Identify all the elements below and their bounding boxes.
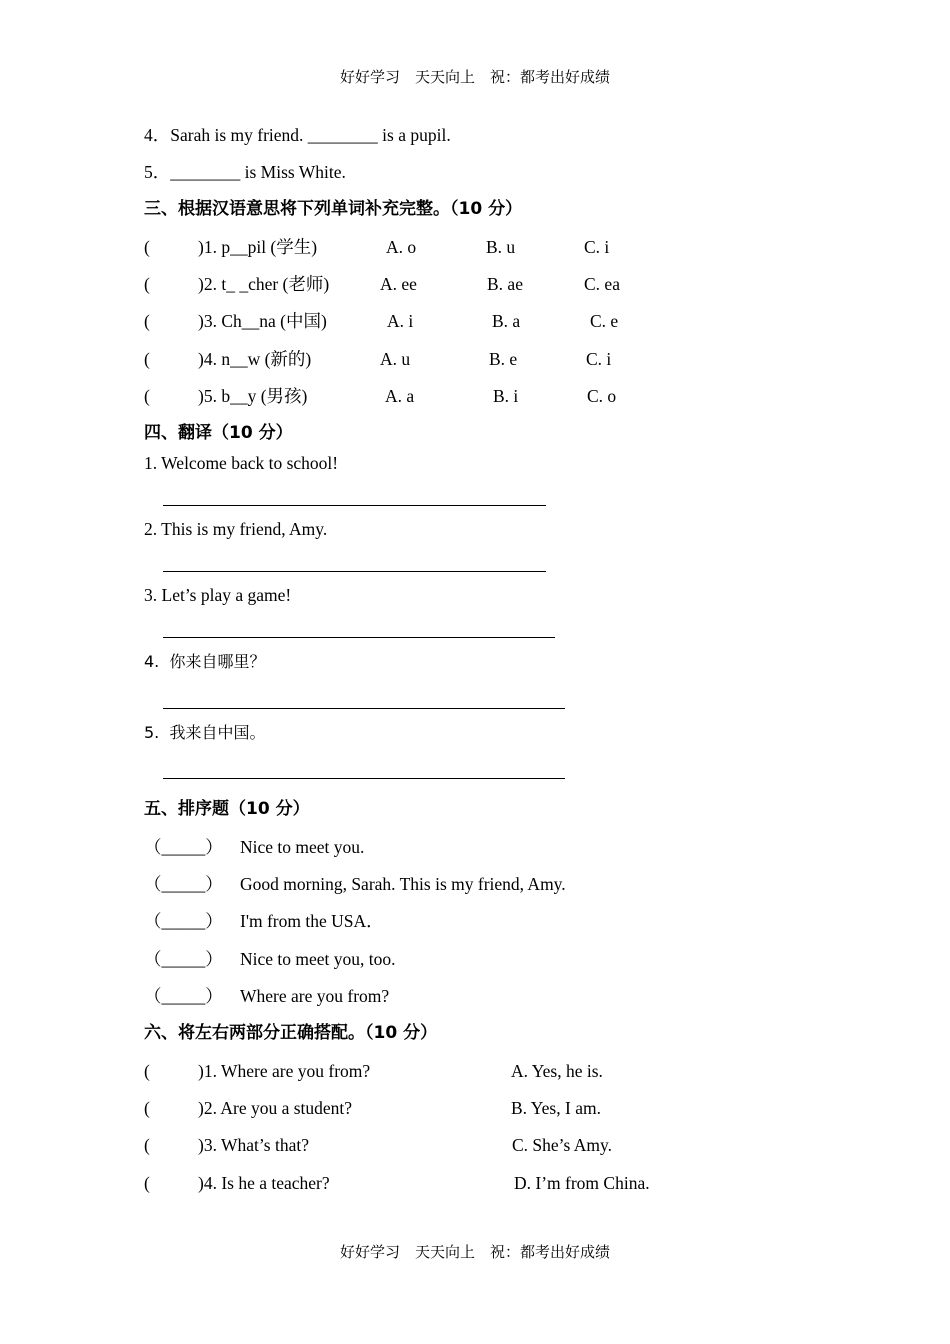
option-c: C. i (584, 237, 610, 257)
option-c: C. i (586, 349, 612, 369)
page-header: 好好学习 天天向上 祝：都考出好成绩 (339, 68, 610, 86)
option-a: A. a (385, 386, 415, 406)
option-a: A. o (386, 237, 417, 257)
ordering-sentence: I'm from the USA． (240, 911, 384, 931)
question-text: )1. p__pil (学生) (198, 237, 318, 257)
answer-line (163, 571, 546, 572)
option-c: C. e (590, 311, 619, 331)
answer-paren: ( (144, 237, 150, 257)
order-blank: （_____） (144, 986, 223, 1006)
answer-paren: ( (144, 1098, 150, 1118)
option-a: A. i (387, 311, 414, 331)
section-5-heading (144, 798, 310, 820)
option-b: B. i (493, 386, 519, 406)
section-6-heading (144, 1022, 437, 1044)
matching-answer: C. She’s Amy. (512, 1135, 612, 1155)
translation-prompt-1: 1. Welcome back to school! (144, 453, 339, 473)
order-blank: （_____） (144, 837, 223, 857)
ordering-sentence: Where are you from? (240, 986, 390, 1006)
translation-prompt-5: 5. 我来自中国。 (144, 723, 266, 742)
answer-line (163, 637, 555, 638)
section-title: 六、将左右两部分正确搭配。 (144, 1023, 365, 1043)
matching-question: )3. What’s that? (198, 1135, 309, 1155)
ordering-sentence: Good morning, Sarah. This is my friend, Amy. (240, 874, 566, 894)
matching-question: )2. Are you a student? (198, 1098, 353, 1118)
section-title: 五、排序题 (144, 799, 229, 819)
question-text: )4. n__w (新的) (198, 349, 312, 369)
matching-answer: B. Yes, I am. (511, 1098, 601, 1118)
question-text: )5. b__y (男孩) (198, 386, 308, 406)
section-score: （10 分） (450, 199, 523, 219)
translation-prompt-4: 4. 你来自哪里？ (144, 652, 266, 671)
matching-answer: A. Yes, he is. (511, 1061, 603, 1081)
answer-paren: ( (144, 1135, 150, 1155)
option-b: B. ae (487, 274, 523, 294)
translation-prompt-3: 3. Let’s play a game! (144, 585, 292, 605)
option-b: B. a (492, 311, 521, 331)
page-footer: 好好学习 天天向上 祝：都考出好成绩 (339, 1243, 610, 1261)
fill-blank-question-4: 4．Sarah is my friend. ________ is a pupil. (144, 125, 451, 145)
section-score: （10 分） (365, 1023, 438, 1043)
order-blank: （_____） (144, 874, 223, 894)
ordering-sentence: Nice to meet you, too. (240, 949, 396, 969)
section-score: （10 分） (229, 799, 310, 819)
answer-line (163, 778, 565, 779)
question-text: )2. t_ _cher (老师) (198, 274, 330, 294)
answer-paren: ( (144, 349, 150, 369)
order-blank: （_____） (144, 911, 223, 931)
section-title: 三、根据汉语意思将下列单词补充完整。 (144, 199, 450, 219)
translation-prompt-2: 2. This is my friend, Amy. (144, 519, 328, 539)
matching-question: )1. Where are you from? (198, 1061, 371, 1081)
option-a: A. ee (380, 274, 417, 294)
option-a: A. u (380, 349, 411, 369)
answer-paren: ( (144, 311, 150, 331)
section-3-heading (144, 198, 522, 220)
option-c: C. o (587, 386, 617, 406)
answer-paren: ( (144, 1173, 150, 1193)
ordering-sentence: Nice to meet you. (240, 837, 365, 857)
option-b: B. u (486, 237, 516, 257)
matching-question: )4. Is he a teacher? (198, 1173, 330, 1193)
answer-paren: ( (144, 386, 150, 406)
question-text: )3. Ch__na (中国) (198, 311, 327, 331)
fill-blank-question-5: 5．________ is Miss White. (144, 162, 346, 182)
section-title: 四、翻译 (144, 423, 212, 443)
answer-paren: ( (144, 274, 150, 294)
answer-line (163, 505, 546, 506)
section-4-heading (144, 422, 293, 444)
matching-answer: D. I’m from China. (514, 1173, 650, 1193)
option-c: C. ea (584, 274, 620, 294)
answer-paren: ( (144, 1061, 150, 1081)
order-blank: （_____） (144, 949, 223, 969)
option-b: B. e (489, 349, 518, 369)
answer-line (163, 708, 565, 709)
section-score: （10 分） (212, 423, 293, 443)
